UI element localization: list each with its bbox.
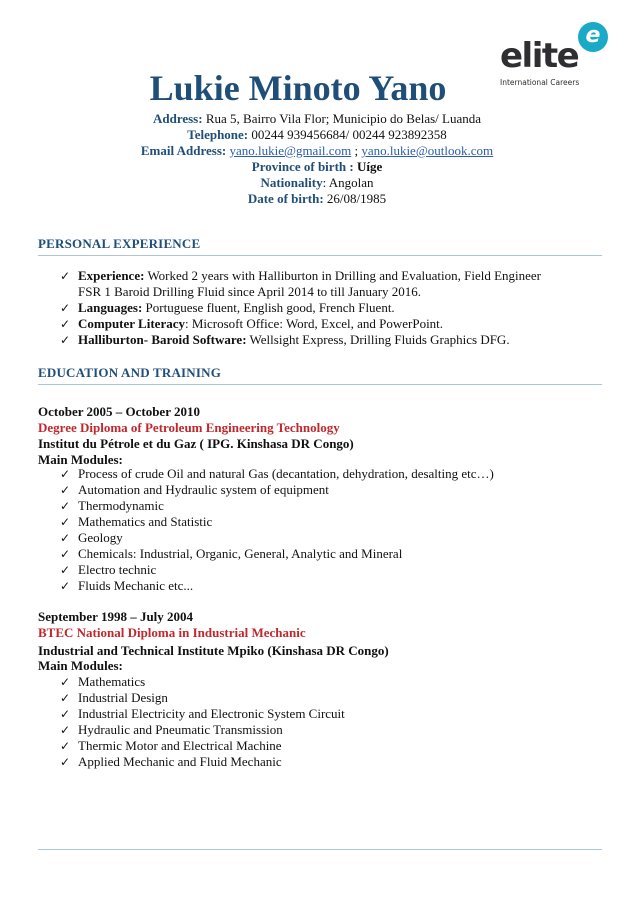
check-icon: ✓ (60, 483, 71, 497)
logo-wordmark: elite (500, 36, 579, 76)
education-degree: Degree Diploma of Petroleum Engineering Technology (38, 420, 340, 435)
education-institution: Industrial and Technical Institute Mpiko (Kinshasa DR Congo) (38, 643, 389, 658)
module-item: Process of crude Oil and natural Gas (decantation, dehydration, desalting etc…) (78, 466, 494, 481)
education-period: September 1998 – July 2004 (38, 609, 194, 624)
logo-subtitle: International Careers (500, 78, 580, 87)
module-item: Mathematics (78, 674, 146, 689)
computer-literacy-label: Computer Literacy (78, 316, 185, 331)
module-item: Industrial Design (78, 690, 168, 705)
experience-text: Worked 2 years with Halliburton in Drilling and Evaluation, Field Engineer (147, 268, 541, 283)
education-heading: EDUCATION AND TRAINING (38, 365, 602, 385)
check-icon: ✓ (60, 269, 71, 283)
province-line (0, 159, 634, 175)
module-item: Thermic Motor and Electrical Machine (78, 738, 282, 753)
check-icon: ✓ (60, 707, 71, 721)
module-item: Geology (78, 530, 123, 545)
province-label: Province of birth : (251, 159, 354, 174)
education-degree: BTEC National Diploma in Industrial Mechanic (38, 625, 306, 640)
check-icon: ✓ (60, 467, 71, 481)
check-icon: ✓ (60, 547, 71, 561)
email-link-gmail[interactable]: yano.lukie@gmail.com (229, 143, 352, 158)
personal-experience-heading: PERSONAL EXPERIENCE (38, 236, 602, 256)
check-icon: ✓ (60, 301, 71, 315)
module-item: Thermodynamic (78, 498, 164, 513)
check-icon: ✓ (60, 499, 71, 513)
modules-label: Main Modules: (38, 452, 123, 467)
logo-bubble-icon: e (578, 22, 608, 52)
module-item: Automation and Hydraulic system of equipment (78, 482, 329, 497)
module-item: Mathematics and Statistic (78, 514, 213, 529)
languages-item (78, 300, 395, 316)
module-item: Electro technic (78, 562, 157, 577)
check-icon: ✓ (60, 333, 71, 347)
address-line (0, 111, 634, 127)
module-item: Fluids Mechanic etc... (78, 578, 194, 593)
email-link-outlook[interactable]: yano.lukie@outlook.com (361, 143, 494, 158)
telephone-label: Telephone: (187, 127, 249, 142)
check-icon: ✓ (60, 317, 71, 331)
education-institution: Institut du Pétrole et du Gaz ( IPG. Kinshasa DR Congo) (38, 436, 354, 451)
check-icon: ✓ (60, 675, 71, 689)
address-value: Rua 5, Bairro Vila Flor; Municipio do Belas/ Luanda (205, 111, 482, 126)
nationality-label: Nationality (260, 175, 323, 190)
software-item (78, 332, 510, 348)
check-icon: ✓ (60, 691, 71, 705)
check-icon: ✓ (60, 531, 71, 545)
languages-label: Languages: (78, 300, 143, 315)
software-text: Wellsight Express, Drilling Fluids Graphics DFG. (249, 332, 510, 347)
computer-literacy-item (78, 316, 443, 332)
telephone-value: 00244 939456684/ 00244 923892358 (251, 127, 447, 142)
module-item: Industrial Electricity and Electronic System Circuit (78, 706, 345, 721)
module-item: Applied Mechanic and Fluid Mechanic (78, 754, 282, 769)
candidate-name: Lukie Minoto Yano (149, 68, 447, 108)
check-icon: ✓ (60, 739, 71, 753)
module-item: Hydraulic and Pneumatic Transmission (78, 722, 283, 737)
education-period: October 2005 – October 2010 (38, 404, 200, 419)
nationality-line (0, 175, 634, 191)
dob-label: Date of birth: (247, 191, 324, 206)
footer-divider (38, 849, 602, 850)
computer-literacy-text: : Microsoft Office: Word, Excel, and PowerPoint. (184, 316, 444, 331)
software-label: Halliburton- Baroid Software: (78, 332, 247, 347)
dob-line (0, 191, 634, 207)
check-icon: ✓ (60, 563, 71, 577)
telephone-line (0, 127, 634, 143)
email-label: Email Address: (140, 143, 227, 158)
nationality-value: : Angolan (322, 175, 374, 190)
province-value: Uíge (356, 159, 383, 174)
check-icon: ✓ (60, 723, 71, 737)
modules-label: Main Modules: (38, 658, 123, 673)
experience-label: Experience: (78, 268, 145, 283)
module-item: Chemicals: Industrial, Organic, General, Analytic and Mineral (78, 546, 403, 561)
check-icon: ✓ (60, 515, 71, 529)
email-line (0, 143, 634, 159)
email-separator: ; (354, 143, 359, 158)
languages-text: Portuguese fluent, English good, French Fluent. (145, 300, 395, 315)
experience-text-continued: FSR 1 Baroid Drilling Fluid since April 2014 to till January 2016. (78, 284, 422, 299)
check-icon: ✓ (60, 579, 71, 593)
check-icon: ✓ (60, 755, 71, 769)
experience-item (78, 268, 541, 284)
address-label: Address: (152, 111, 203, 126)
dob-value: 26/08/1985 (326, 191, 387, 206)
